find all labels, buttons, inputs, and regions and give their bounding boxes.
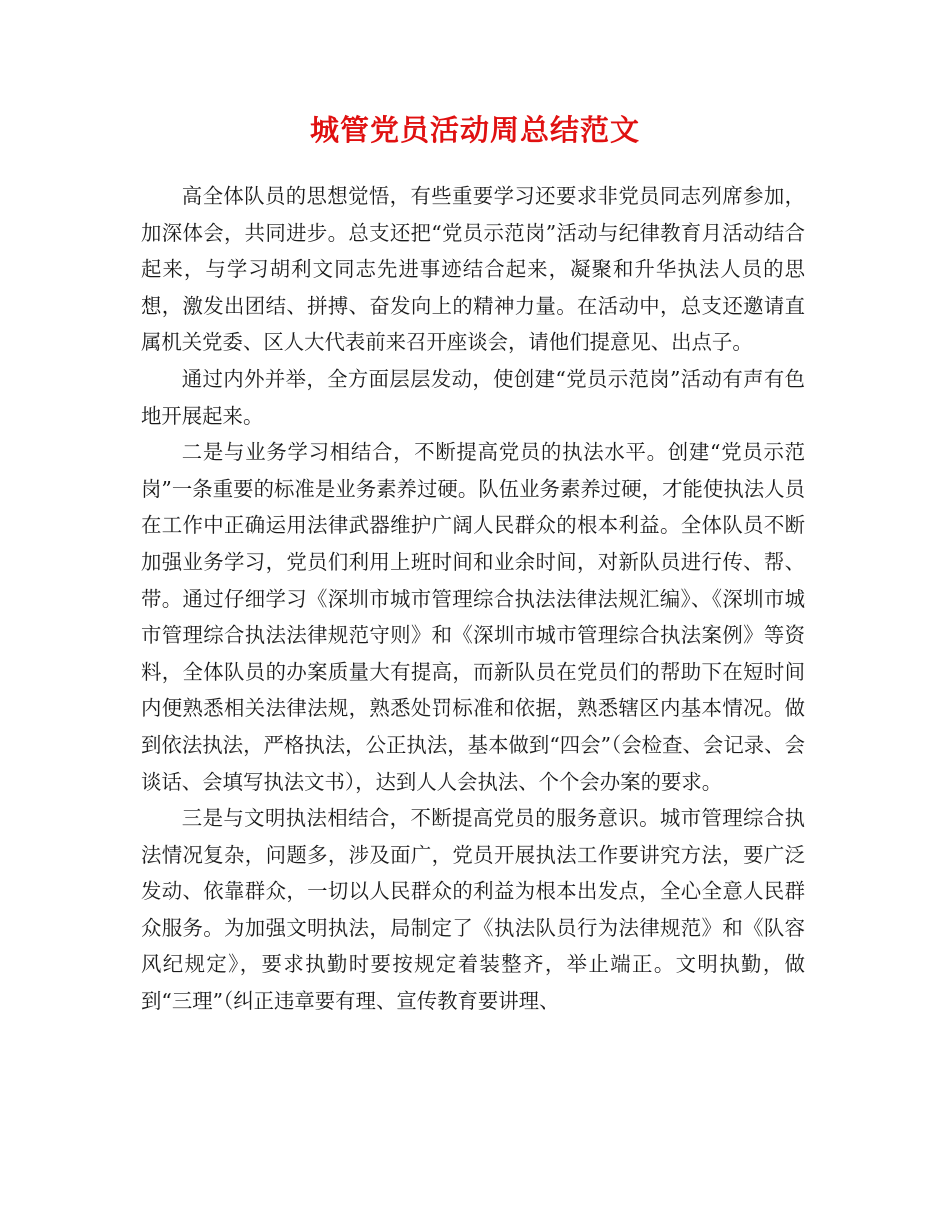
paragraph-2: 通过内外并举，全方面层层发动，使创建“党员示范岗”活动有声有色地开展起来。 bbox=[141, 366, 805, 428]
document-title: 城管党员活动周总结范文 bbox=[309, 113, 640, 147]
paragraph-3: 二是与业务学习相结合，不断提高党员的执法水平。创建“党员示范岗”一条重要的标准是业务素养过硬。队伍业务素养过硬，才能使执法人员在工作中正确运用法律武器维护广阔人民群众的根本利益。全体队员不断加强业务学习，党员们利用上班时间和业余时间，对新队员进行传、帮、带。通过仔细学习《深圳市城市管理综合执法法律法规汇编》、《深圳市城市管理综合执法法律规范守则》和《深圳市城市管理综合执法案例》等资料，全体队员的办案质量大有提高，而新队员在党员们的帮助下在短时间内便熟悉相关法律法规，熟悉处罚标准和依据，熟悉辖区内基本情况。做到依法执法，严格执法，公正执法，基本做到“四会”（会检查、会记录、会谈话、会填写执法文书），达到人人会执法、个个会办案的要求。 bbox=[141, 440, 805, 794]
paragraph-4: 三是与文明执法相结合，不断提高党员的服务意识。城市管理综合执法情况复杂，问题多，涉及面广，党员开展执法工作要讲究方法，要广泛发动、依靠群众，一切以人民群众的利益为根本出发点，全心全意人民群众服务。为加强文明执法，局制定了《执法队员行为法律规范》和《队容风纪规定》，要求执勤时要按规定着装整齐，举止端正。文明执勤，做到“三理”（纠正违章要有理、宣传教育要讲理、 bbox=[141, 806, 805, 1014]
document-body bbox=[141, 178, 805, 1020]
paragraph-1: 高全体队员的思想觉悟，有些重要学习还要求非党员同志列席参加，加深体会，共同进步。总支还把“党员示范岗”活动与纪律教育月活动结合起来，与学习胡利文同志先进事迹结合起来，凝聚和升华执法人员的思想，激发出团结、拼搏、奋发向上的精神力量。在活动中，总支还邀请直属机关党委、区人大代表前来召开座谈会，请他们提意见、出点子。 bbox=[141, 184, 805, 355]
